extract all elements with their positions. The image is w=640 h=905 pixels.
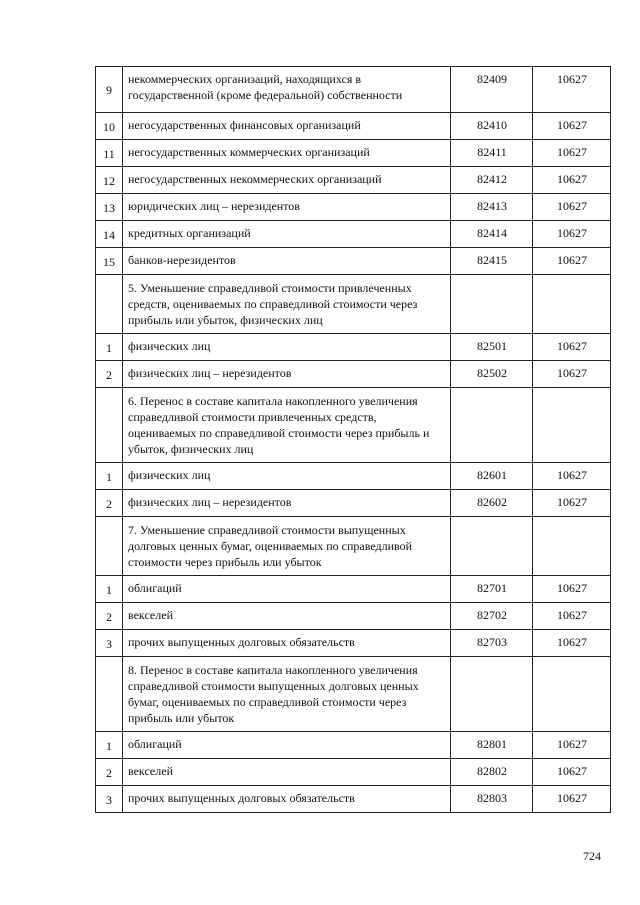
- linked-account-cell: [533, 657, 611, 732]
- row-number-cell: 13: [96, 194, 123, 221]
- description-cell: 6. Перенос в составе капитала накопленного увеличения справедливой стоимости привлеченных средств, оцениваемых по справедливой стоимости через прибыль и убыток, физических лиц: [123, 388, 451, 463]
- description-cell: негосударственных некоммерческих организаций: [123, 167, 451, 194]
- linked-account-cell: 10627: [533, 194, 611, 221]
- row-number-cell: [96, 388, 123, 463]
- linked-account-cell: 10627: [533, 361, 611, 388]
- linked-account-cell: 10627: [533, 221, 611, 248]
- row-number-cell: 1: [96, 463, 123, 490]
- account-code-cell: 82803: [451, 786, 533, 813]
- linked-account-cell: 10627: [533, 113, 611, 140]
- description-cell: банков-нерезидентов: [123, 248, 451, 275]
- account-code-cell: 82410: [451, 113, 533, 140]
- account-code-cell: 82702: [451, 603, 533, 630]
- table-row: [96, 603, 611, 630]
- account-code-cell: 82409: [451, 67, 533, 113]
- linked-account-cell: 10627: [533, 67, 611, 113]
- linked-account-cell: 10627: [533, 334, 611, 361]
- description-cell: прочих выпущенных долговых обязательств: [123, 786, 451, 813]
- table-row: [96, 167, 611, 194]
- section-header-row: [96, 517, 611, 576]
- account-code-cell: [451, 657, 533, 732]
- description-cell: 8. Перенос в составе капитала накопленного увеличения справедливой стоимости выпущенных долговых ценных бумаг, оцениваемых по справедливой стоимости через прибыль или убыток: [123, 657, 451, 732]
- section-header-row: [96, 388, 611, 463]
- table-row: [96, 361, 611, 388]
- linked-account-cell: 10627: [533, 167, 611, 194]
- description-cell: физических лиц: [123, 463, 451, 490]
- row-number-cell: 12: [96, 167, 123, 194]
- description-cell: негосударственных финансовых организаций: [123, 113, 451, 140]
- description-cell: облигаций: [123, 576, 451, 603]
- row-number-cell: 14: [96, 221, 123, 248]
- description-cell: некоммерческих организаций, находящихся в государственной (кроме федеральной) собственности: [123, 67, 451, 113]
- account-code-cell: 82601: [451, 463, 533, 490]
- row-number-cell: 1: [96, 576, 123, 603]
- row-number-cell: 2: [96, 603, 123, 630]
- table-row: [96, 786, 611, 813]
- row-number-cell: 1: [96, 334, 123, 361]
- row-number-cell: 3: [96, 786, 123, 813]
- description-cell: физических лиц: [123, 334, 451, 361]
- account-code-cell: 82602: [451, 490, 533, 517]
- account-code-cell: 82501: [451, 334, 533, 361]
- table-row: [96, 221, 611, 248]
- description-cell: векселей: [123, 603, 451, 630]
- account-code-cell: [451, 388, 533, 463]
- table-row: [96, 113, 611, 140]
- linked-account-cell: 10627: [533, 463, 611, 490]
- page-number: 724: [583, 849, 601, 863]
- row-number-cell: 15: [96, 248, 123, 275]
- linked-account-cell: 10627: [533, 140, 611, 167]
- table-row: [96, 630, 611, 657]
- description-cell: 7. Уменьшение справедливой стоимости выпущенных долговых ценных бумаг, оцениваемых по справедливой стоимости через прибыль или убыток: [123, 517, 451, 576]
- description-cell: физических лиц – нерезидентов: [123, 361, 451, 388]
- row-number-cell: [96, 517, 123, 576]
- row-number-cell: 2: [96, 361, 123, 388]
- account-code-cell: [451, 517, 533, 576]
- row-number-cell: 11: [96, 140, 123, 167]
- account-code-cell: 82411: [451, 140, 533, 167]
- description-cell: векселей: [123, 759, 451, 786]
- linked-account-cell: 10627: [533, 603, 611, 630]
- row-number-cell: [96, 657, 123, 732]
- table-row: [96, 759, 611, 786]
- linked-account-cell: 10627: [533, 759, 611, 786]
- row-number-cell: 2: [96, 759, 123, 786]
- linked-account-cell: 10627: [533, 630, 611, 657]
- account-code-cell: 82412: [451, 167, 533, 194]
- linked-account-cell: 10627: [533, 248, 611, 275]
- description-cell: прочих выпущенных долговых обязательств: [123, 630, 451, 657]
- row-number-cell: 10: [96, 113, 123, 140]
- description-cell: 5. Уменьшение справедливой стоимости привлеченных средств, оцениваемых по справедливой стоимости через прибыль или убыток, физических лиц: [123, 275, 451, 334]
- accounts-table: [95, 66, 611, 813]
- linked-account-cell: [533, 275, 611, 334]
- accounts-table-body: [96, 67, 611, 813]
- section-header-row: [96, 657, 611, 732]
- table-row: [96, 576, 611, 603]
- account-code-cell: 82415: [451, 248, 533, 275]
- description-cell: юридических лиц – нерезидентов: [123, 194, 451, 221]
- table-row: [96, 490, 611, 517]
- account-code-cell: 82414: [451, 221, 533, 248]
- linked-account-cell: 10627: [533, 732, 611, 759]
- row-number-cell: 2: [96, 490, 123, 517]
- account-code-cell: [451, 275, 533, 334]
- description-cell: физических лиц – нерезидентов: [123, 490, 451, 517]
- account-code-cell: 82801: [451, 732, 533, 759]
- linked-account-cell: [533, 517, 611, 576]
- table-row: [96, 140, 611, 167]
- table-row: [96, 732, 611, 759]
- linked-account-cell: [533, 388, 611, 463]
- table-row: [96, 248, 611, 275]
- description-cell: негосударственных коммерческих организаций: [123, 140, 451, 167]
- section-header-row: [96, 275, 611, 334]
- account-code-cell: 82703: [451, 630, 533, 657]
- table-row: [96, 463, 611, 490]
- linked-account-cell: 10627: [533, 576, 611, 603]
- row-number-cell: [96, 275, 123, 334]
- table-row: [96, 334, 611, 361]
- account-code-cell: 82413: [451, 194, 533, 221]
- account-code-cell: 82502: [451, 361, 533, 388]
- account-code-cell: 82701: [451, 576, 533, 603]
- linked-account-cell: 10627: [533, 786, 611, 813]
- description-cell: облигаций: [123, 732, 451, 759]
- description-cell: кредитных организаций: [123, 221, 451, 248]
- linked-account-cell: 10627: [533, 490, 611, 517]
- table-row: [96, 67, 611, 113]
- account-code-cell: 82802: [451, 759, 533, 786]
- row-number-cell: 1: [96, 732, 123, 759]
- row-number-cell: 3: [96, 630, 123, 657]
- row-number-cell: 9: [96, 67, 123, 113]
- table-row: [96, 194, 611, 221]
